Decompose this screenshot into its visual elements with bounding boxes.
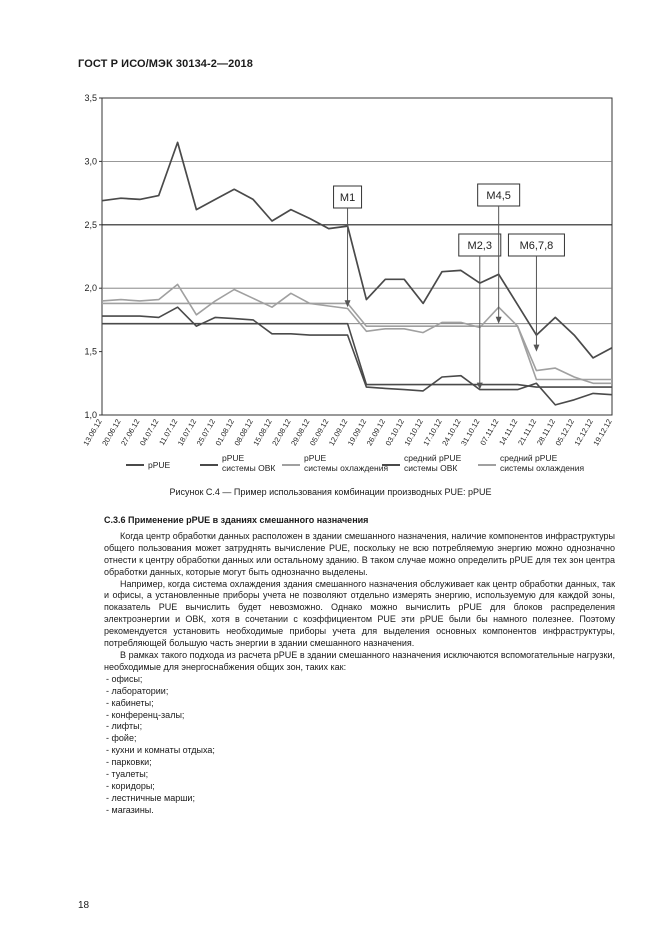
x-tick-label: 11.07.12 — [157, 417, 180, 447]
y-tick-label: 3,0 — [84, 156, 97, 167]
list-item: - лестничные марши; — [106, 793, 615, 805]
legend-label-line: системы охлаждения — [500, 463, 585, 473]
x-tick-label: 24.10.12 — [440, 417, 463, 448]
legend-label-line: pPUE — [222, 453, 245, 463]
x-tick-label: 15.08.12 — [251, 417, 274, 448]
x-tick-label: 25.07.12 — [194, 417, 218, 448]
x-tick-label: 31.10.12 — [459, 417, 482, 448]
x-tick-label: 19.09.12 — [345, 417, 369, 448]
x-tick-label: 19.12.12 — [591, 417, 614, 448]
list-item: - лифты; — [106, 721, 615, 733]
x-tick-label: 22.08.12 — [270, 417, 293, 448]
y-tick-label: 2,0 — [84, 283, 97, 294]
page-number: 18 — [78, 900, 90, 911]
document-header: ГОСТ Р ИСО/МЭК 30134-2—2018 — [78, 58, 253, 70]
x-tick-label: 13.06.12 — [81, 417, 104, 448]
x-tick-label: 29.08.12 — [289, 417, 312, 448]
paragraph-1: Когда центр обработки данных расположен в здании смешанного назначения, наличие компонентов инфраструктуры общего пользования может затруднять вычисление PUE, поскольку не всю потребляемую энергию можно однозначно отнести к центру обработки данных или остальному зданию. В таком случае можно определить pPUE для тех зон центра обработки данных, которые могут быть однозначно выделены. — [104, 530, 615, 577]
list-item: - фойе; — [106, 733, 615, 745]
legend-label: pPUE — [148, 460, 171, 470]
paragraph-2: Например, когда система охлаждения здания смешанного назначения обслуживает как центр обработки данных, так и офисы, а установленные приборы учета не позволяют отдельно измерять энергию, используемую для каждой зоны, показатель PUE вычислить будет невозможно. Однако можно вычислить pPUE для блоков распределения электроэнергии и ОВК, хотя в сочетании с коэффициентом PUE эти pPUE были бы намного полезнее. Поэтому рекомендуется установить необходимые приборы учета для выделения основных компонентов инфраструктуры, потребляющей большую часть энергии в здании смешанного назначения. — [104, 578, 615, 649]
x-tick-label: 17.10.12 — [421, 417, 444, 448]
x-tick-label: 27.06.12 — [119, 417, 142, 448]
x-tick-label: 20.06.12 — [100, 417, 123, 448]
legend-label-line: системы ОВК — [222, 463, 276, 473]
legend-label-line: системы охлаждения — [304, 463, 389, 473]
list-item: - офисы; — [106, 674, 615, 686]
x-tick-label: 10.10.12 — [402, 417, 425, 448]
x-tick-label: 12.09.12 — [326, 417, 350, 448]
list-item: - конференц-залы; — [106, 710, 615, 722]
legend-label-line: системы ОВК — [404, 463, 458, 473]
arrow-head — [533, 345, 539, 352]
list-item: - кухни и комнаты отдыха; — [106, 745, 615, 757]
x-tick-label: 05.12.12 — [553, 417, 576, 448]
annotation-label: M6,7,8 — [519, 240, 554, 252]
legend-label-line: средний pPUE — [500, 453, 558, 463]
list-item: - парковки; — [106, 757, 615, 769]
section-title: С.3.6 Применение pPUE в зданиях смешанного назначения — [104, 515, 369, 525]
list-item: - кабинеты; — [106, 698, 615, 710]
y-tick-label: 1,5 — [84, 346, 97, 357]
x-tick-label: 14.11.12 — [497, 417, 520, 447]
legend-label-line: pPUE — [304, 453, 327, 463]
x-tick-label: 28.11.12 — [534, 417, 558, 447]
x-tick-label: 05.09.12 — [308, 417, 331, 448]
list-item: - туалеты; — [106, 769, 615, 781]
annotation-label: M2,3 — [467, 240, 493, 252]
list-item: - лаборатории; — [106, 686, 615, 698]
figure-caption: Рисунок С.4 — Пример использования комбинации производных PUE: pPUE — [169, 487, 492, 497]
x-tick-label: 21.11.12 — [516, 417, 539, 447]
x-tick-label: 01.08.12 — [213, 417, 236, 448]
common-areas-list — [104, 674, 615, 817]
x-tick-label: 18.07.12 — [175, 417, 199, 448]
x-tick-label: 03.10.12 — [383, 417, 406, 448]
section-text — [104, 515, 615, 817]
y-tick-label: 3,5 — [84, 93, 97, 103]
y-tick-label: 1,0 — [84, 410, 97, 420]
paragraph-3: В рамках такого подхода из расчета pPUE в здании смешанного назначения исключаются вспомогательные нагрузки, необходимые для энергоснабжения общих зон, таких как: — [104, 649, 615, 672]
x-tick-label: 12.12.12 — [572, 417, 595, 448]
ppue-line-chart — [60, 80, 620, 485]
arrow-head — [496, 317, 502, 324]
legend-label-line: средний pPUE — [404, 453, 462, 463]
x-tick-label: 26.09.12 — [364, 417, 388, 448]
y-tick-label: 2,5 — [84, 219, 97, 230]
x-tick-label: 08.08.12 — [232, 417, 255, 448]
x-tick-label: 04.07.12 — [138, 417, 161, 448]
list-item: - коридоры; — [106, 781, 615, 793]
x-tick-label: 07.11.12 — [478, 417, 501, 447]
annotation-label: M1 — [339, 192, 356, 204]
annotation-label: M4,5 — [486, 190, 511, 202]
list-item: - магазины. — [106, 805, 615, 817]
